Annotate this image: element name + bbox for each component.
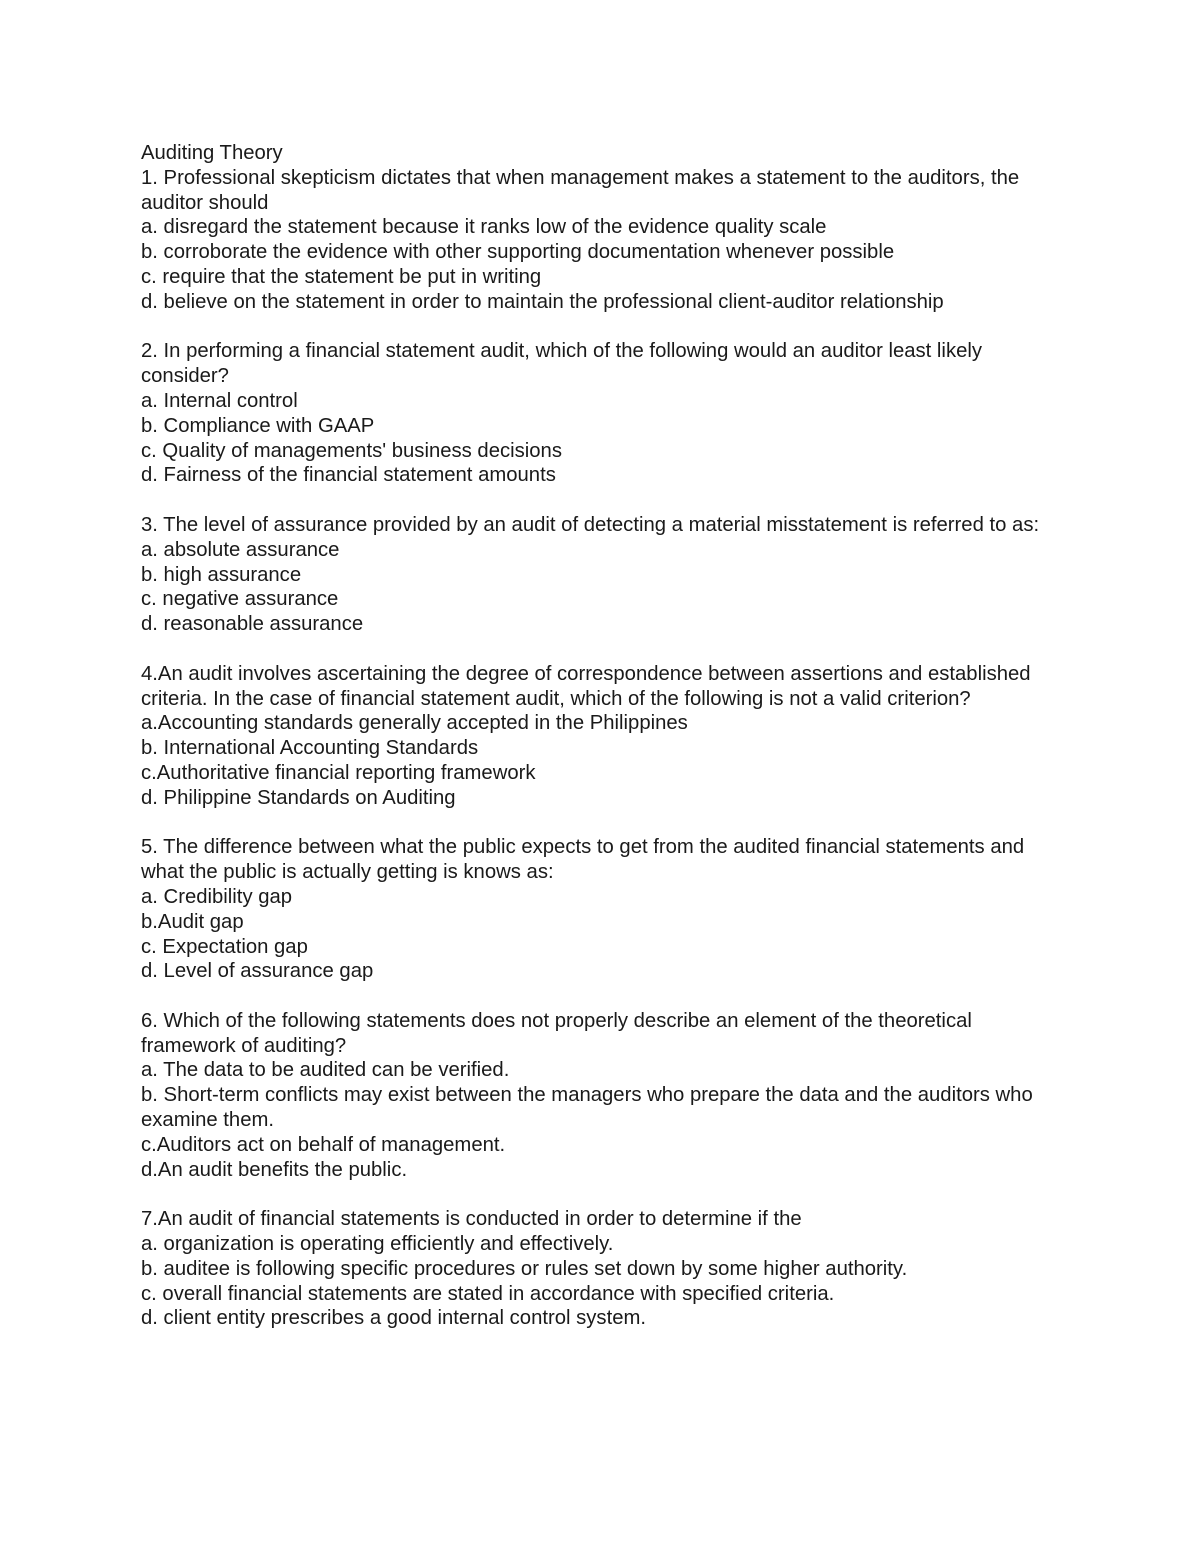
option-c: c.Auditors act on behalf of management. (141, 1133, 506, 1156)
option-d: d. client entity prescribes a good internal control system. (141, 1307, 647, 1330)
option-b: b. Compliance with GAAP (141, 414, 375, 437)
question-6 (141, 1009, 1071, 1183)
option-b: b. high assurance (141, 563, 302, 586)
question-stem: 7.An audit of financial statements is conducted in order to determine if the (141, 1208, 802, 1231)
option-b: b. corroborate the evidence with other supporting documentation whenever possible (141, 241, 895, 264)
question-stem: 1. Professional skepticism dictates that when management makes a statement to the auditors, the auditor should (141, 166, 1020, 214)
option-a: a.Accounting standards generally accepted in the Philippines (141, 712, 688, 735)
question-stem: 4.An audit involves ascertaining the degree of correspondence between assertions and established criteria. In the case of financial statement audit, which of the following is not a valid criterion? (141, 662, 1031, 710)
option-d: d. Philippine Standards on Auditing (141, 786, 456, 809)
option-c: c. overall financial statements are stated in accordance with specified criteria. (141, 1282, 835, 1305)
option-b: b. Short-term conflicts may exist between the managers who prepare the data and the auditors who examine them. (141, 1084, 1033, 1132)
option-d: d. Fairness of the financial statement amounts (141, 464, 556, 487)
option-b: b. auditee is following specific procedures or rules set down by some higher authority. (141, 1257, 908, 1280)
option-c: c. require that the statement be put in writing (141, 265, 542, 288)
question-stem: 3. The level of assurance provided by an audit of detecting a material misstatement is referred to as: (141, 513, 1040, 536)
option-a: a. disregard the statement because it ranks low of the evidence quality scale (141, 216, 827, 239)
question-7 (141, 1207, 1071, 1331)
question-stem: 2. In performing a financial statement audit, which of the following would an auditor least likely consider? (141, 340, 983, 388)
question-2 (141, 339, 1071, 488)
option-c: c. Expectation gap (141, 935, 308, 958)
option-b: b.Audit gap (141, 910, 244, 933)
option-d: d. reasonable assurance (141, 613, 364, 636)
question-stem: 6. Which of the following statements does not properly describe an element of the theoretical framework of auditing? (141, 1009, 972, 1057)
option-a: a. The data to be audited can be verified. (141, 1059, 510, 1082)
option-a: a. Internal control (141, 389, 298, 412)
question-stem: 5. The difference between what the public expects to get from the audited financial statements and what the public is actually getting is knows as: (141, 836, 1025, 884)
option-b: b. International Accounting Standards (141, 737, 479, 760)
option-a: a. organization is operating efficiently and effectively. (141, 1233, 614, 1256)
document-page (141, 141, 1071, 1331)
option-d: d. Level of assurance gap (141, 960, 374, 983)
option-a: a. Credibility gap (141, 885, 293, 908)
document-title: Auditing Theory (141, 142, 283, 164)
question-5 (141, 835, 1071, 984)
option-c: c. negative assurance (141, 588, 339, 611)
option-c: c.Authoritative financial reporting framework (141, 761, 536, 784)
question-4 (141, 662, 1071, 811)
question-1 (141, 166, 1071, 315)
option-c: c. Quality of managements' business decisions (141, 439, 562, 462)
option-a: a. absolute assurance (141, 538, 340, 561)
option-d: d. believe on the statement in order to maintain the professional client-auditor relationship (141, 290, 944, 313)
question-3 (141, 513, 1071, 637)
option-d: d.An audit benefits the public. (141, 1158, 408, 1181)
